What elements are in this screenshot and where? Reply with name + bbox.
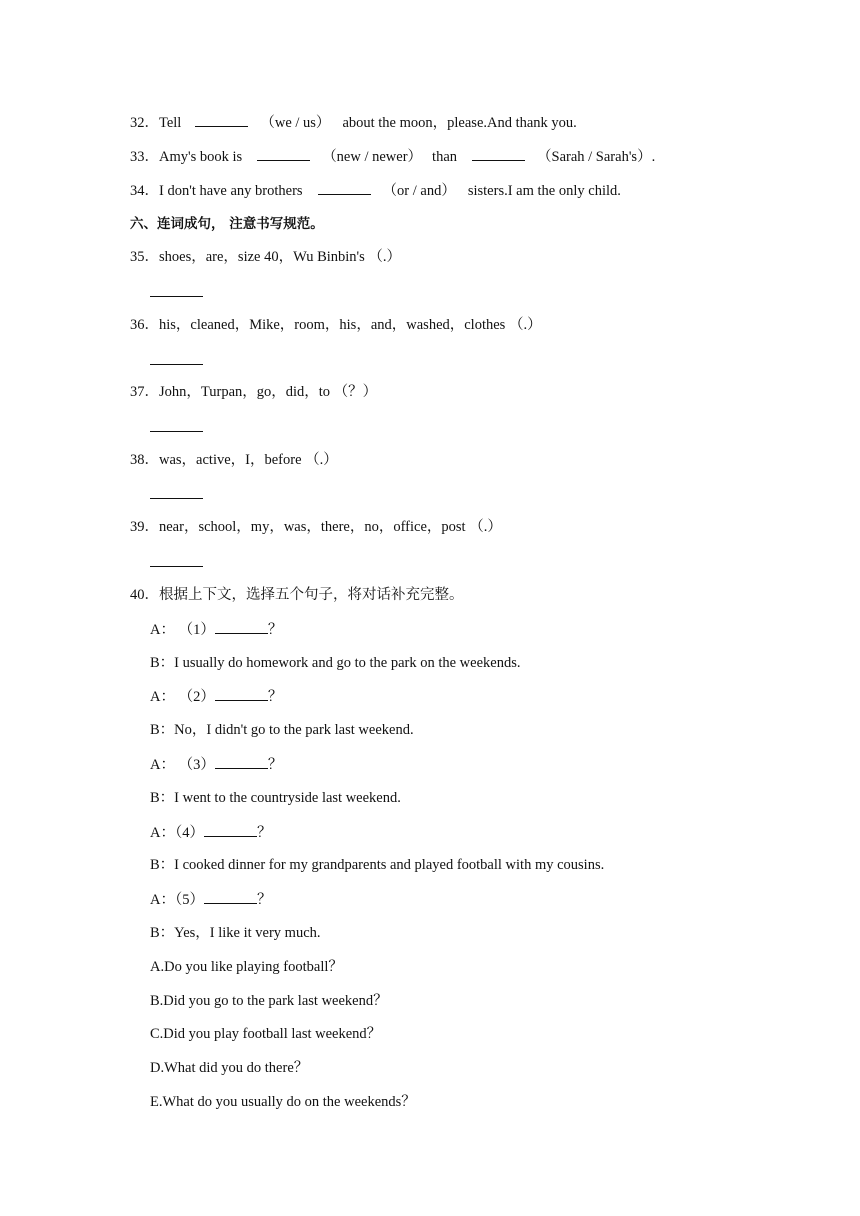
dialogue-text: Yes，I like it very much.	[174, 925, 321, 941]
option-d: D.What did you do there？	[150, 1060, 309, 1076]
answer-blank[interactable]	[257, 146, 310, 161]
answer-line[interactable]	[150, 364, 203, 365]
word-list: near，school，my，was，there，no，office，post （.）	[159, 519, 502, 535]
dialogue-line	[150, 855, 604, 875]
question-40	[130, 585, 464, 605]
instruction-text: 根据上下文，选择五个句子，将对话补充完整。	[159, 587, 464, 603]
dialogue-line	[150, 788, 401, 808]
choice-options: （we / us）	[260, 115, 331, 131]
dialogue-line	[150, 923, 321, 943]
question-number: 34．	[130, 183, 159, 199]
question-number: 38．	[130, 452, 159, 468]
blank-number: （5）	[174, 892, 204, 908]
question-38	[130, 450, 338, 470]
choice-options: （or / and）	[382, 183, 456, 199]
choice-options: （new / newer）	[322, 149, 423, 165]
question-36	[130, 315, 542, 335]
answer-line[interactable]	[150, 566, 203, 567]
answer-blank[interactable]	[215, 619, 268, 634]
speaker-label: A：	[150, 689, 175, 705]
question-37	[130, 382, 377, 402]
question-39	[130, 517, 502, 537]
dialogue-line	[150, 720, 414, 740]
answer-line[interactable]	[150, 296, 203, 297]
speaker-label: A：	[150, 622, 175, 638]
dialogue-text: I cooked dinner for my grandparents and played football with my cousins.	[174, 857, 605, 873]
answer-line[interactable]	[150, 498, 203, 499]
question-number: 36．	[130, 317, 159, 333]
speaker-label: B：	[150, 925, 175, 941]
speaker-label: B：	[150, 857, 175, 873]
question-mark: ？	[267, 689, 283, 705]
answer-blank[interactable]	[215, 754, 268, 769]
question-text: about the moon，please.And thank you.	[342, 115, 577, 131]
speaker-label: B：	[150, 790, 175, 806]
dialogue-text: I went to the countryside last weekend.	[174, 790, 401, 806]
question-number: 33．	[130, 149, 159, 165]
question-text: Tell	[159, 115, 182, 131]
dialogue-text: No，I didn't go to the park last weekend.	[174, 722, 414, 738]
dialogue-line	[150, 619, 282, 640]
answer-blank[interactable]	[195, 112, 248, 127]
question-33	[130, 146, 655, 167]
question-number: 32．	[130, 115, 159, 131]
question-mark: ？	[267, 622, 283, 638]
question-35	[130, 247, 401, 267]
blank-number: （3）	[174, 757, 215, 773]
dialogue-line	[150, 754, 282, 775]
answer-blank[interactable]	[204, 822, 257, 837]
option-a: A.Do you like playing football？	[150, 959, 343, 975]
question-text: I don't have any brothers	[159, 183, 303, 199]
dialogue-line	[150, 653, 520, 673]
dialogue-line	[150, 686, 282, 707]
question-text: Amy's book is	[159, 149, 243, 165]
answer-blank[interactable]	[215, 686, 268, 701]
dialogue-line	[150, 889, 271, 910]
question-mark: ？	[256, 825, 272, 841]
answer-blank[interactable]	[318, 180, 371, 195]
word-list: was，active，I，before （.）	[159, 452, 338, 468]
section-heading: 六、连词成句， 注意书写规范。	[130, 216, 324, 232]
question-text: sisters.I am the only child.	[467, 183, 621, 199]
dialogue-line	[150, 822, 271, 843]
question-mark: ？	[256, 892, 272, 908]
question-34	[130, 180, 621, 201]
question-text: than	[432, 149, 458, 165]
word-list: his，cleaned，Mike，room，his，and，washed，clothes （.）	[159, 317, 542, 333]
word-list: John，Turpan，go，did，to （？）	[159, 384, 378, 400]
question-number: 40．	[130, 587, 159, 603]
answer-blank[interactable]	[472, 146, 525, 161]
question-number: 39．	[130, 519, 159, 535]
blank-number: （2）	[174, 689, 215, 705]
question-32	[130, 112, 577, 133]
answer-blank[interactable]	[204, 889, 257, 904]
question-mark: ？	[267, 757, 283, 773]
word-list: shoes，are，size 40，Wu Binbin's （.）	[159, 249, 402, 265]
blank-number: （1）	[174, 622, 215, 638]
speaker-label: A：	[150, 892, 175, 908]
blank-number: （4）	[174, 825, 204, 841]
speaker-label: A：	[150, 757, 175, 773]
question-number: 35．	[130, 249, 159, 265]
speaker-label: A：	[150, 825, 175, 841]
answer-line[interactable]	[150, 431, 203, 432]
speaker-label: B：	[150, 655, 175, 671]
dialogue-text: I usually do homework and go to the park on the weekends.	[174, 655, 521, 671]
option-e: E.What do you usually do on the weekends？	[150, 1094, 416, 1110]
speaker-label: B：	[150, 722, 175, 738]
question-number: 37．	[130, 384, 159, 400]
option-c: C.Did you play football last weekend？	[150, 1026, 382, 1042]
choice-options: （Sarah / Sarah's）.	[537, 149, 656, 165]
option-b: B.Did you go to the park last weekend？	[150, 993, 388, 1009]
